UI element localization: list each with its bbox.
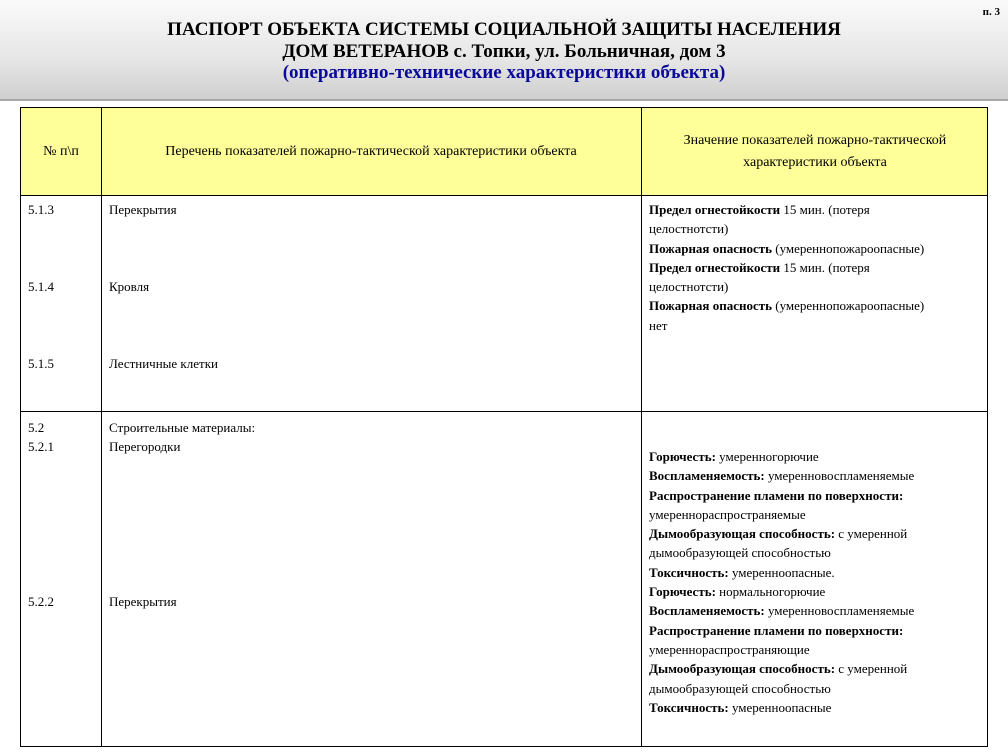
value-text: умеренновоспламеняемые: [764, 603, 915, 619]
value-text: умеренноопасные.: [728, 564, 835, 580]
value-text: умеренноопасные: [728, 699, 832, 715]
row-name: Перекрытия: [109, 594, 177, 609]
row-divider: [21, 411, 987, 412]
row2-values: [649, 447, 979, 717]
column-header-number: № п\п: [43, 144, 79, 159]
value-entry: [649, 239, 949, 258]
value-entry: [649, 486, 979, 525]
value-label: Токсичность:: [649, 564, 729, 580]
value-text: умереннораспространяющие: [649, 641, 810, 657]
characteristics-table: [20, 107, 988, 747]
value-text: (умереннопожароопасные): [772, 240, 925, 256]
value-label: Дымообразующая способность:: [649, 661, 836, 677]
title-line-2: ДОМ ВЕТЕРАНОВ с. Топки, ул. Больничная, дом 3: [282, 41, 726, 62]
value-label: Воспламеняемость:: [649, 468, 765, 484]
value-entry: [649, 466, 979, 485]
value-entry: [649, 563, 979, 582]
value-label: Токсичность:: [649, 699, 729, 715]
value-text: 15 мин. (потеря целостнотсти): [649, 202, 870, 237]
value-label: Предел огнестойкости: [649, 259, 781, 275]
column-divider: [101, 108, 102, 746]
row-name: Кровля: [109, 279, 150, 294]
value-entry: [649, 698, 979, 717]
value-text: (умереннопожароопасные): [772, 298, 925, 314]
value-label: Воспламеняемость:: [649, 603, 765, 619]
value-entry: [649, 601, 979, 620]
value-text: с умеренной дымообразующей способностью: [649, 661, 908, 696]
value-entry: [649, 200, 949, 239]
row-name: Перекрытия: [109, 202, 177, 217]
value-entry: [649, 447, 979, 466]
value-entry: [649, 582, 979, 601]
row-number: 5.2.2: [28, 594, 54, 609]
value-entry: [649, 316, 949, 335]
column-header-indicator: Перечень показателей пожарно-тактической характеристики объекта: [165, 144, 577, 159]
title-line-1: ПАСПОРТ ОБЪЕКТА СИСТЕМЫ СОЦИАЛЬНОЙ ЗАЩИТЫ НАСЕЛЕНИЯ: [167, 19, 841, 40]
row-number: 5.2.1: [28, 439, 54, 454]
title-line-3: (оперативно-технические характеристики объекта): [282, 62, 726, 83]
value-label: Пожарная опасность: [649, 298, 772, 314]
value-label: Горючесть:: [649, 449, 716, 464]
column-header-value: Значение показателей пожарно-тактической характеристики объекта: [683, 133, 947, 170]
value-label: Горючесть:: [649, 584, 716, 600]
value-label: Распространение пламени по поверхности:: [649, 487, 904, 503]
value-text: нормальногорючие: [715, 584, 826, 600]
value-entry: [649, 524, 979, 563]
value-text: 15 мин. (потеря целостнотсти): [649, 259, 870, 295]
page-number: п. 3: [982, 6, 1000, 18]
row-number: 5.1.3: [28, 202, 54, 217]
value-label: Дымообразующая способность:: [649, 526, 836, 542]
value-label: Распространение пламени по поверхности:: [649, 622, 904, 638]
value-text: с умеренной дымообразующей способностью: [649, 526, 908, 561]
value-entry: [649, 659, 979, 698]
value-entry: [649, 621, 979, 660]
row-number: 5.2: [28, 420, 45, 435]
row1-values: [649, 200, 949, 335]
value-entry: [649, 258, 949, 297]
value-entry: [649, 296, 949, 315]
row-number: 5.1.5: [28, 356, 54, 371]
value-label: Предел огнестойкости: [649, 202, 781, 217]
row-name: Строительные материалы:: [109, 420, 256, 435]
value-label: Пожарная опасность: [649, 240, 772, 256]
row-name: Лестничные клетки: [109, 356, 218, 371]
value-text: нет: [649, 317, 668, 333]
value-text: умеренногорючие: [715, 449, 819, 464]
column-divider: [641, 108, 642, 746]
row-name: Перегородки: [109, 439, 181, 454]
value-text: умереннораспространяемые: [649, 506, 806, 522]
row-number: 5.1.4: [28, 279, 54, 294]
value-text: умеренновоспламеняемые: [764, 468, 915, 484]
